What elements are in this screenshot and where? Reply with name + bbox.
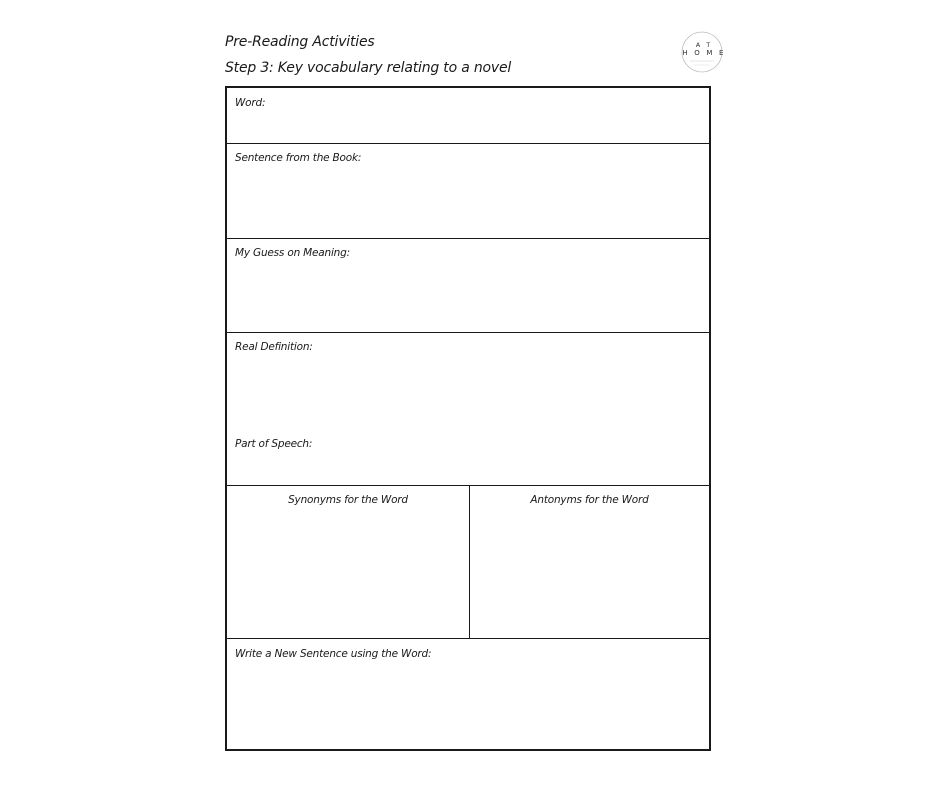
guess-label: My Guess on Meaning:	[235, 247, 350, 259]
synonyms-label: Synonyms for the Word	[288, 494, 408, 506]
definition-section	[227, 333, 709, 486]
definition-label: Real Definition:	[235, 341, 313, 353]
sentence-label: Sentence from the Book:	[235, 152, 362, 164]
sentence-section	[227, 144, 709, 239]
antonyms-section	[470, 486, 709, 639]
brand-logo	[680, 30, 724, 74]
logo-text-bottom: H O M E	[682, 49, 726, 57]
page-subtitle: Step 3: Key vocabulary relating to a novel	[225, 60, 512, 76]
page-title: Pre-Reading Activities	[225, 34, 375, 50]
vocabulary-worksheet	[225, 86, 711, 751]
logo-text-top: A T	[695, 41, 713, 49]
word-label: Word:	[235, 97, 266, 109]
guess-section	[227, 239, 709, 333]
new-sentence-label: Write a New Sentence using the Word:	[235, 648, 432, 660]
part-of-speech-label: Part of Speech:	[235, 438, 313, 450]
new-sentence-section	[227, 639, 709, 749]
synonyms-section	[227, 486, 470, 639]
antonyms-label: Antonyms for the Word	[530, 494, 649, 506]
word-section	[227, 88, 709, 144]
